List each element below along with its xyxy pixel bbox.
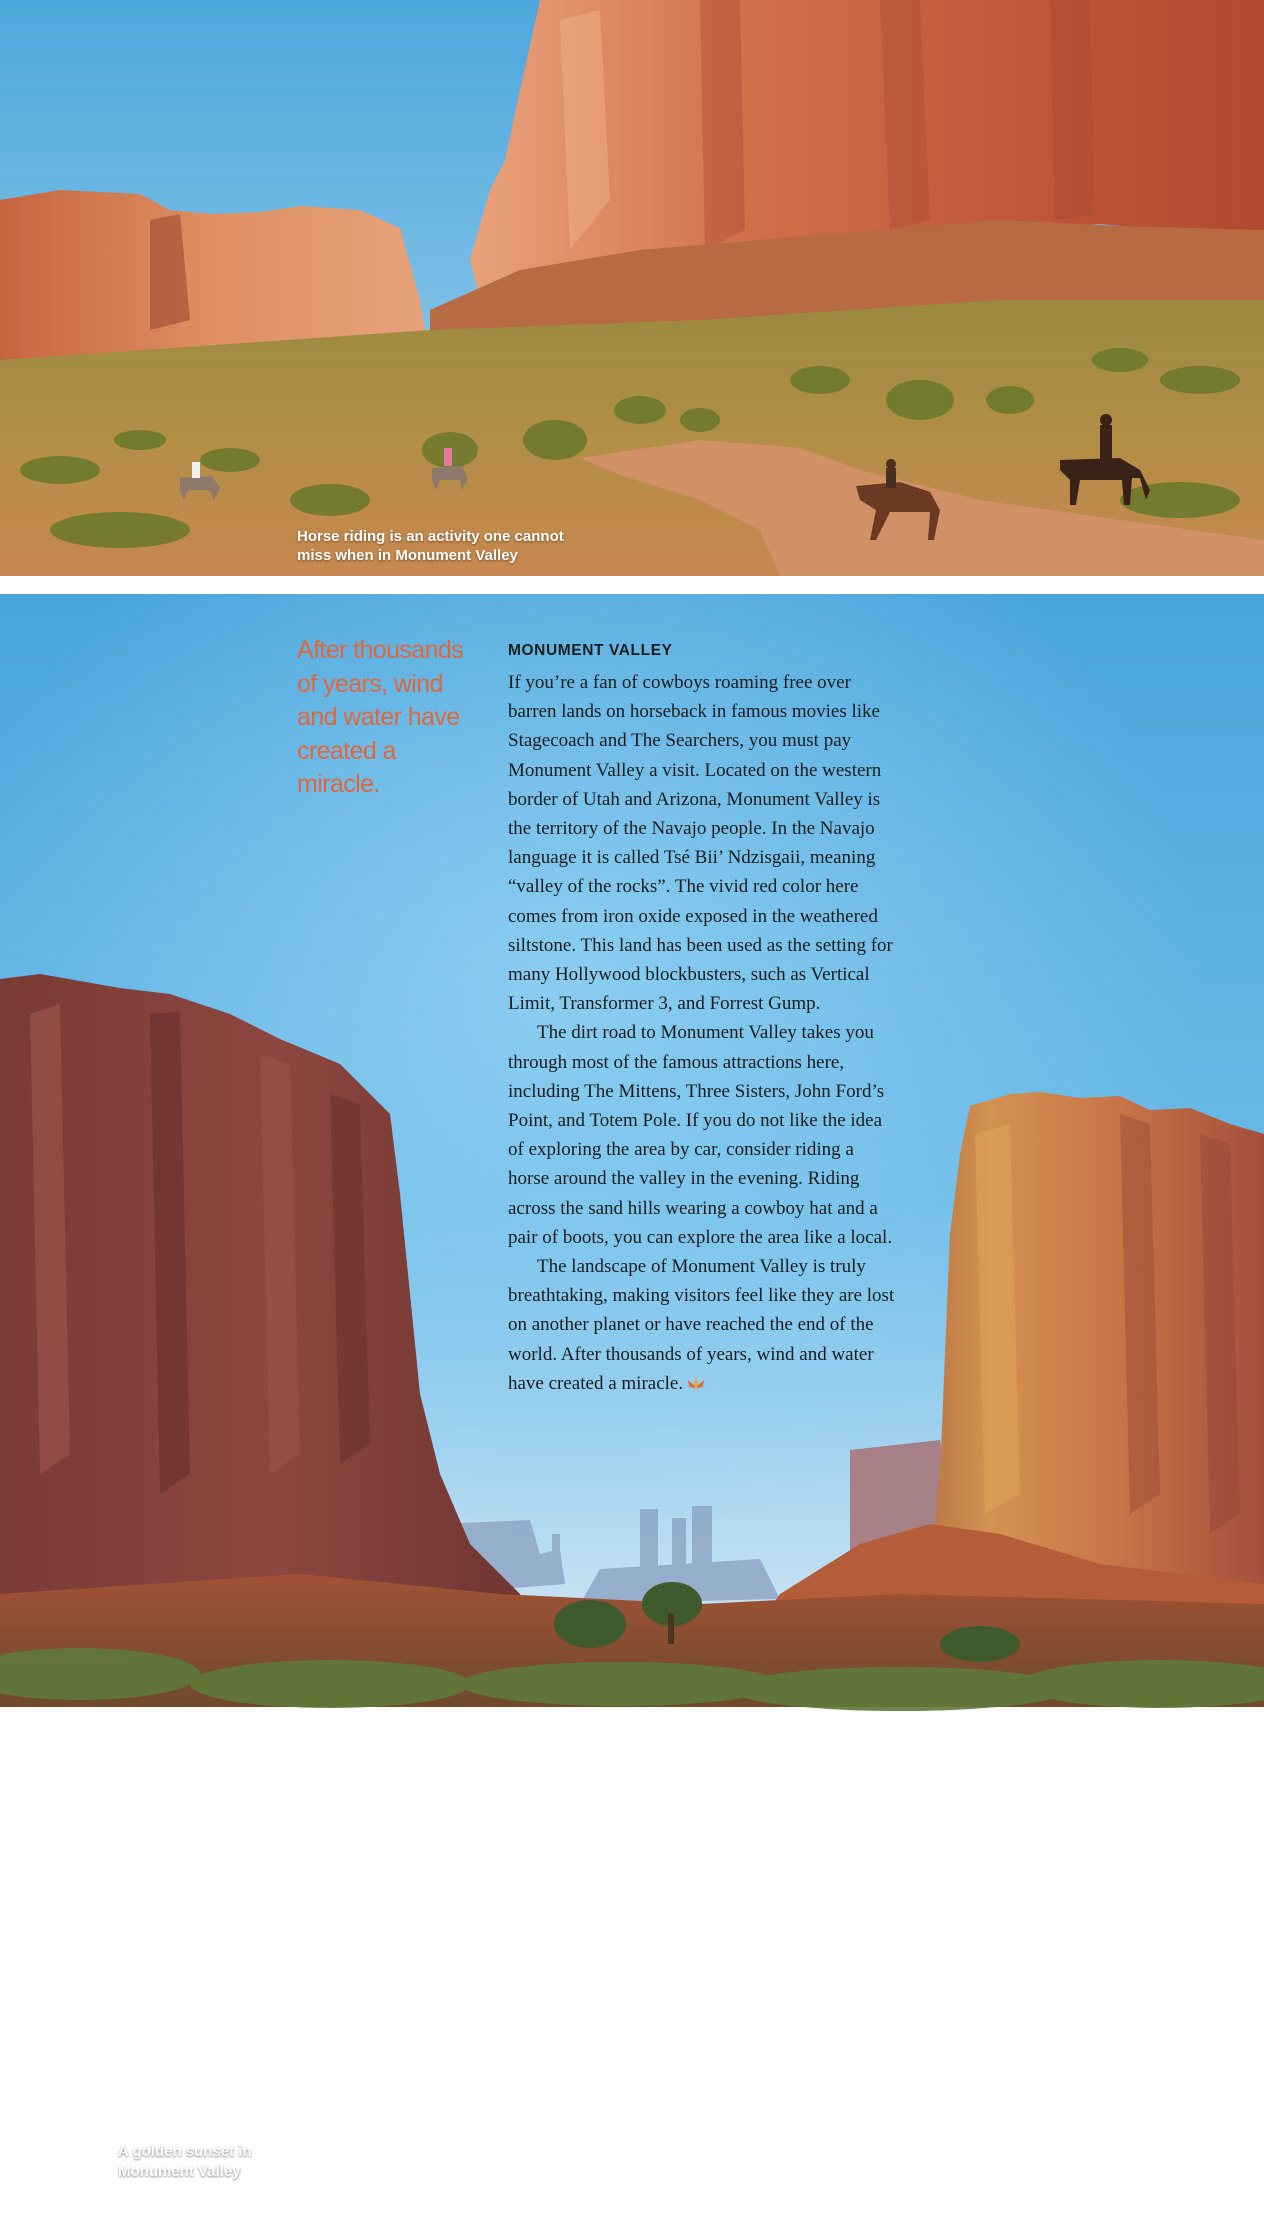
article-paragraph: If you’re a fan of cowboys roaming free over barren lands on horseback in famous movies like Stagecoach and The Searchers, you must pay Monument Valley a visit. Located on the western border of Utah and Arizona, Monument Valley is the territory of the Navajo people. In the Navajo language it is called Tsé Bii’ Ndzisgaii, meaning “valley of the rocks”. The vivid red color here comes from iron oxide exposed in the weathered siltstone. This land has been used as the setting for many Hollywood blockbusters, such as Vertical Limit, Transformer 3, and Forrest Gump. [508,672,893,1015]
monument-valley-horse-riding-image [0,0,1264,576]
page-folio [84,2221,302,2238]
article-paragraph: The dirt road to Monument Valley takes you through most of the famous attractions here, including The Mittens, Three Sisters, John Ford’s Point, and Totem Pole. If you do not like the idea of exploring the area by car, consider riding a horse around the valley in the evening. Riding across the sand hills wearing a cowboy hat and a pair of boots, you can explore the area like a local. [508,1022,893,1248]
top-photo-caption: Horse riding is an activity one cannot miss when in Monument Valley [297,528,564,564]
article-paragraph-text: The landscape of Monument Valley is truly breathtaking, making visitors feel like they are lost on another planet or have reached the end of the world. After thousands of years, wind and water have created a miracle. [508,1256,895,1394]
page-number: 94 [84,2221,100,2237]
bottom-photo-caption: A golden sunset in Monument Valley [118,2143,252,2180]
article [508,640,898,1398]
pull-quote: After thousands of years, wind and water have created a miracle. [297,636,464,798]
article-heading: MONUMENT VALLEY [508,642,673,659]
article-paragraph [508,1252,898,1398]
top-photo [0,0,1264,576]
lotus-icon [685,1374,707,1390]
page-divider [0,576,1264,594]
publication-name: HERITAGE FEBRUARY 2019 [105,2221,303,2237]
